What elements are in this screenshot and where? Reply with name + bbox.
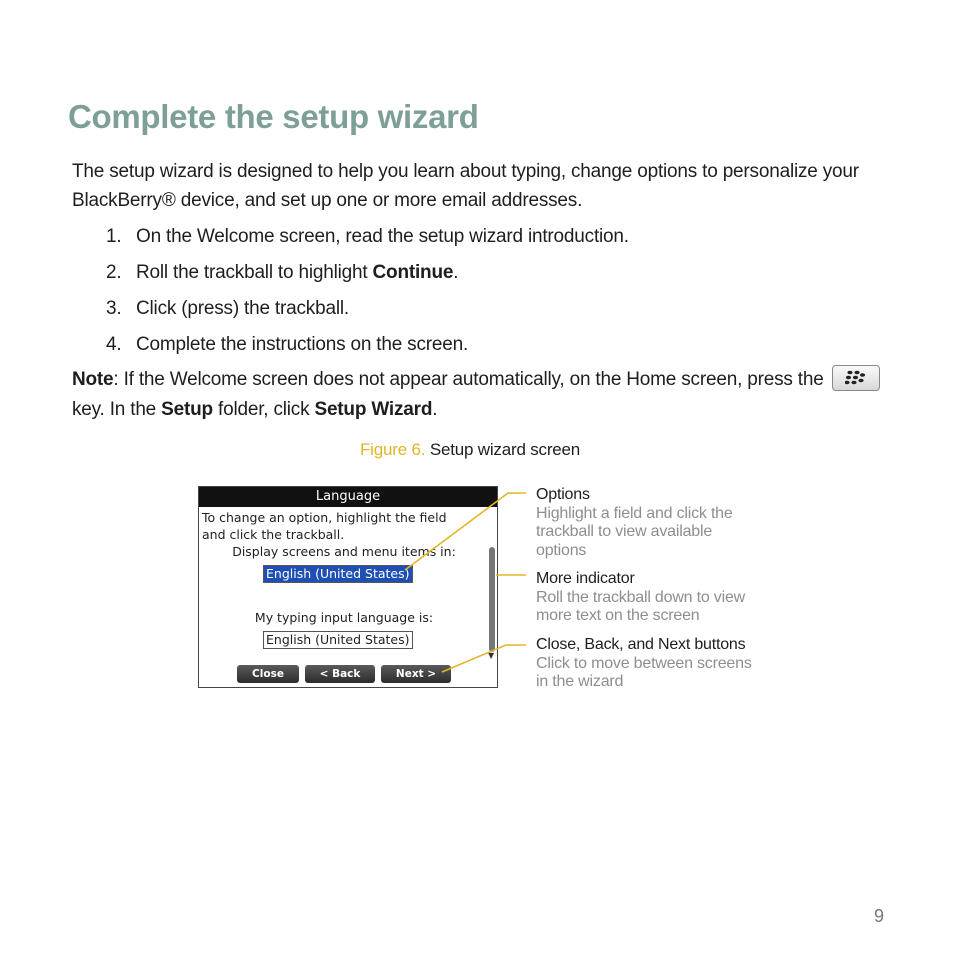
page-number: 9: [874, 906, 885, 926]
screen-instructions: To change an option, highlight the field and click the trackball.: [202, 510, 447, 542]
step-text: Roll the trackball to highlight Continue.: [136, 262, 459, 283]
buttons-callout-line: [442, 645, 526, 672]
close-button[interactable]: Close: [237, 665, 299, 683]
note-paragraph: Note: If the Welcome screen does not appear automatically, on the Home screen, press the key. In the Setup folder, click Setup Wizard.: [72, 365, 902, 425]
step-text: Click (press) the trackball.: [136, 298, 349, 319]
display-language-label: Display screens and menu items in:: [232, 544, 456, 559]
options-callout-line: [405, 493, 526, 570]
scroll-down-arrow-icon: ▼: [488, 651, 495, 660]
figure-number: Figure 6.: [360, 440, 426, 459]
screen-title: Language: [199, 487, 497, 507]
step-text: Complete the instructions on the screen.: [136, 334, 469, 355]
step-number: 3.: [106, 298, 122, 319]
typing-language-field[interactable]: English (United States): [263, 631, 413, 649]
step-number: 1.: [106, 226, 122, 247]
note-label: Note: [72, 369, 114, 390]
more-indicator-callout: More indicator Roll the trackball down to view more text on the screen: [536, 570, 746, 624]
setup-folder-term: Setup: [161, 399, 213, 420]
typing-language-label: My typing input language is:: [254, 610, 434, 625]
step-number: 2.: [106, 262, 122, 283]
back-button[interactable]: < Back: [305, 665, 375, 683]
setup-wizard-term: Setup Wizard: [314, 399, 433, 420]
intro-paragraph: The setup wizard is designed to help you learn about typing, change options to personalize your BlackBerry® device, and set up one or more email addresses.: [72, 161, 859, 211]
options-callout: Options Highlight a field and click the trackball to view available options: [536, 486, 733, 559]
figure-caption-text: Setup wizard screen: [429, 440, 581, 459]
display-language-field[interactable]: English (United States): [263, 565, 413, 583]
step-text: On the Welcome screen, read the setup wizard introduction.: [136, 226, 629, 247]
page-title: Complete the setup wizard: [68, 98, 479, 135]
buttons-callout: Close, Back, and Next buttons Click to move between screens in the wizard: [536, 636, 752, 690]
continue-term: Continue: [372, 262, 454, 283]
step-number: 4.: [106, 334, 122, 355]
next-button[interactable]: Next >: [381, 665, 451, 683]
